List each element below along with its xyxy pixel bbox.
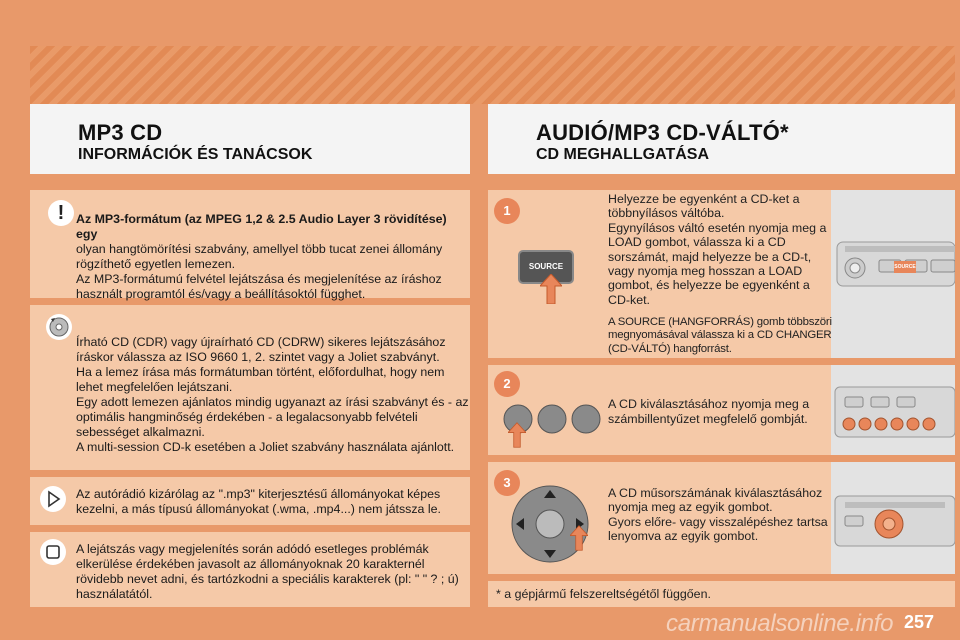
info-box-file-format [30,477,470,525]
radio-panel-2 [831,365,955,455]
footnote-text: * a gépjármű felszereltségétől függően. [496,587,711,601]
source-button-label: SOURCE [528,262,564,271]
mp3-format-bold: Az MP3-formátum (az MPEG 1,2 & 2.5 Audio Layer 3 rövidítése) egy [76,212,447,241]
step-2-badge: 2 [494,371,520,397]
cd-writing-text: Írható CD (CDR) vagy újraírható CD (CDRW) sikeres lejátszásához íráskor válassza az ISO 9660 1, 2. szintet vagy a Joliet szabványt. Ha a lemez írása más formátumban történt, előfordulhat, hogy nem lehet megfelelően lejátszani. Egy adott lemezen ajánlatos mindig ugyanazt az írási szabványt és - az optimális hangminőség érdekében - a legalacsonyabb felvételi sebességet alkalmazni. A multi-session CD-k esetében a Joliet szabvány használata ajánlott. [76,335,469,454]
play-icon [40,486,66,512]
step-3-box [488,462,955,574]
right-subtitle: CD MEGHALLGATÁSA [536,146,710,163]
step-1-text: Helyezze be egyenként a CD-ket a többnyílásos váltóba. Egynyílásos váltó esetén nyomja meg a LOAD gombot, válassza ki a CD sorszámát, majd helyezze be a CD-t, vagy nyomja meg hosszan a LOAD gombot, és helyezze be egyenként a CD-ket. [608,192,827,307]
watermark: carmanualsonline.info [666,610,894,637]
stop-icon [40,539,66,565]
file-format-text: Az autórádió kizárólag az ".mp3" kiterjesztésű állományokat képes kezelni, a más típusú állományokat (.wma, .mp4...) nem játssza le. [76,487,441,516]
info-box-cd-writing [30,305,470,470]
step-2-text: A CD kiválasztásához nyomja meg a számbillentyűzet megfelelő gombját. [608,397,810,426]
radio-source-label: SOURCE [894,261,916,273]
step-1-badge: 1 [494,198,520,224]
info-box-mp3-format [30,190,470,301]
radio-panel-3 [831,462,955,574]
footnote-box [488,581,955,607]
step-2-box [488,365,955,455]
step-1-box [488,190,955,358]
press-arrow-icon-2 [508,421,526,454]
file-names-text: A lejátszás vagy megjelenítés során adódó esetleges problémák elkerülése érdekében javasolt az állományoknak 20 karakternél rövidebb nevet adni, és tartózkodni a speciális karakterek (pl: " " ? ; ú) használatától. [76,542,459,601]
left-subtitle: INFORMÁCIÓK ÉS TANÁCSOK [78,146,313,163]
radio-panel-1 [831,190,955,358]
right-header [488,104,955,174]
step-3-badge: 3 [494,470,520,496]
header-stripes [30,46,955,104]
left-header [30,104,470,174]
cd-icon [46,314,72,340]
step-3-text: A CD műsorszámának kiválasztásához nyomja meg az egyik gombot. Gyors előre- vagy visszalépéshez tartsa lenyomva az egyik gombot. [608,486,828,544]
left-title: MP3 CD [78,120,163,145]
info-box-file-names [30,532,470,607]
step-1-note: A SOURCE (HANGFORRÁS) gomb többszöri megnyomásával válassza ki a CD CHANGER (CD-VÁLTÓ) hangforrást. [608,316,832,355]
right-title: AUDIÓ/MP3 CD-VÁLTÓ* [536,120,789,145]
press-arrow-icon-3 [570,524,588,557]
page-number: 257 [904,612,935,632]
press-arrow-icon [540,274,562,309]
exclamation-icon: ! [48,200,74,226]
mp3-format-text: Az MP3-formátum (az MPEG 1,2 & 2.5 Audio Layer 3 rövidítése) egy olyan hangtömörítési szabvány, amellyel több tucat zenei állomány rögzíthető egyetlen lemezen. Az MP3-formátumú felvétel lejátszása és megjelenítése az íráshoz használt programtól és/vagy a beállításoktól függhet. [76,212,468,302]
